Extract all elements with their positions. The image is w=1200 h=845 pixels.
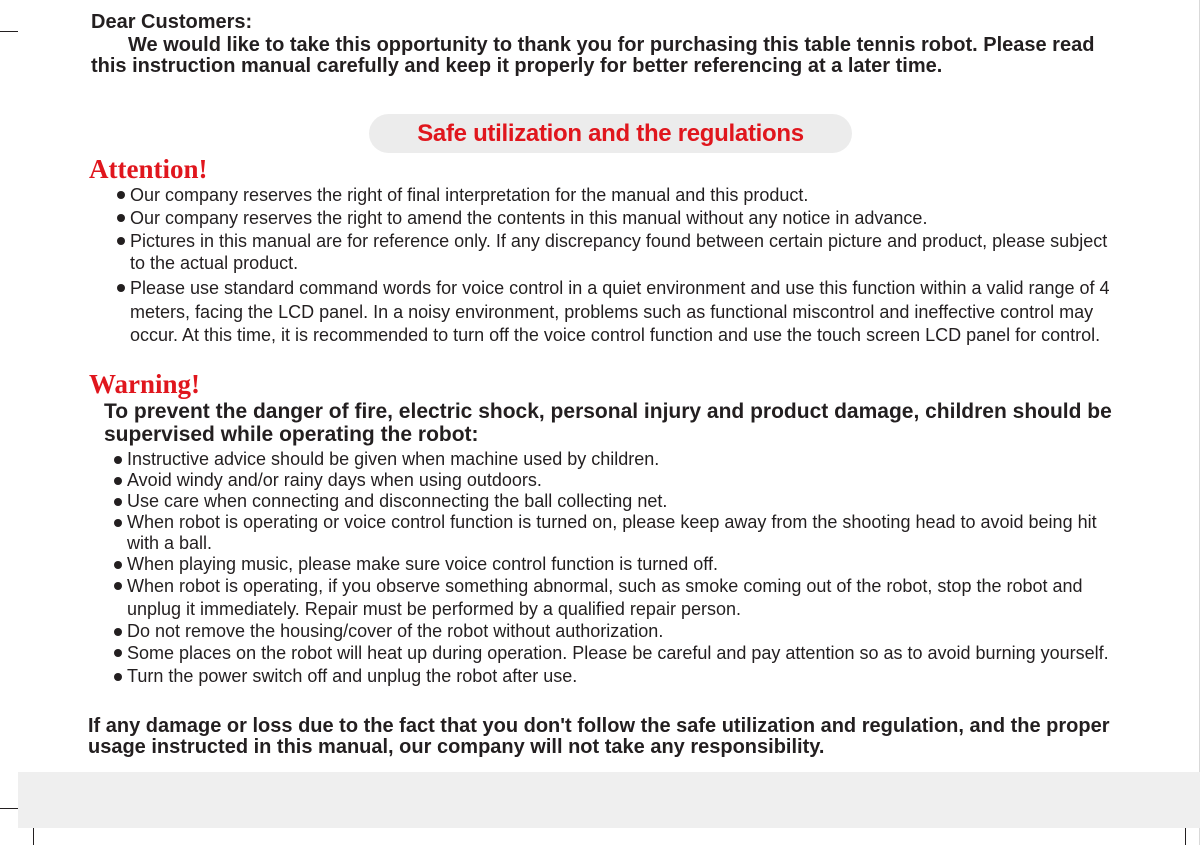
crop-mark (0, 808, 18, 809)
intro-paragraph: We would like to take this opportunity to thank you for purchasing this table tennis robot. Please read this instruction manual carefully and keep it properly for better referencing at a later time. (91, 34, 1095, 77)
list-item: Turn the power switch off and unplug the robot after use. (127, 666, 1127, 687)
list-item: When playing music, please make sure voice control function is turned off. (127, 554, 1127, 575)
list-item: When robot is operating, if you observe something abnormal, such as smoke coming out of the robot, stop the robot and unplug it immediately. Repair must be performed by a qualified repair person. (127, 575, 1127, 621)
list-item: Please use standard command words for voice control in a quiet environment and use this function within a valid range of 4 meters, facing the LCD panel. In a noisy environment, problems such as functional miscontrol and ineffective control may occur. At this time, it is recommended to turn off the voice control function and use the touch screen LCD panel for control. (130, 277, 1110, 348)
list-item: Some places on the robot will heat up during operation. Please be careful and pay attention so as to avoid burning yourself. (127, 642, 1127, 665)
list-item: Avoid windy and/or rainy days when using outdoors. (127, 470, 1127, 491)
section-title (369, 114, 852, 153)
warning-heading: Warning! (89, 369, 201, 399)
list-item: Do not remove the housing/cover of the robot without authorization. (127, 621, 1127, 642)
disclaimer: If any damage or loss due to the fact that you don't follow the safe utilization and regulation, and the proper usage instructed in this manual, our company will not take any responsibility. (88, 715, 1110, 758)
greeting: Dear Customers: (91, 11, 253, 33)
list-item: Use care when connecting and disconnecting the ball collecting net. (127, 491, 1127, 512)
crop-mark (1185, 828, 1186, 845)
list-item: When robot is operating or voice control function is turned on, please keep away from the shooting head to avoid being hit with a ball. (127, 512, 1127, 553)
list-item: Our company reserves the right of final interpretation for the manual and this product. (130, 184, 1110, 206)
warning-intro: To prevent the danger of fire, electric shock, personal injury and product damage, children should be supervised while operating the robot: (104, 400, 1112, 446)
list-item: Instructive advice should be given when machine used by children. (127, 449, 1127, 470)
crop-mark (0, 31, 18, 32)
list-item: Pictures in this manual are for reference only. If any discrepancy found between certain picture and product, please subject to the actual product. (130, 230, 1110, 274)
crop-mark (33, 828, 34, 845)
warning-list (127, 449, 1127, 687)
attention-heading: Attention! (89, 154, 208, 184)
section-title-text: Safe utilization and the regulations (417, 119, 804, 147)
attention-list (130, 184, 1110, 349)
list-item: Our company reserves the right to amend the contents in this manual without any notice in advance. (130, 207, 1110, 229)
footer-band (18, 772, 1200, 828)
